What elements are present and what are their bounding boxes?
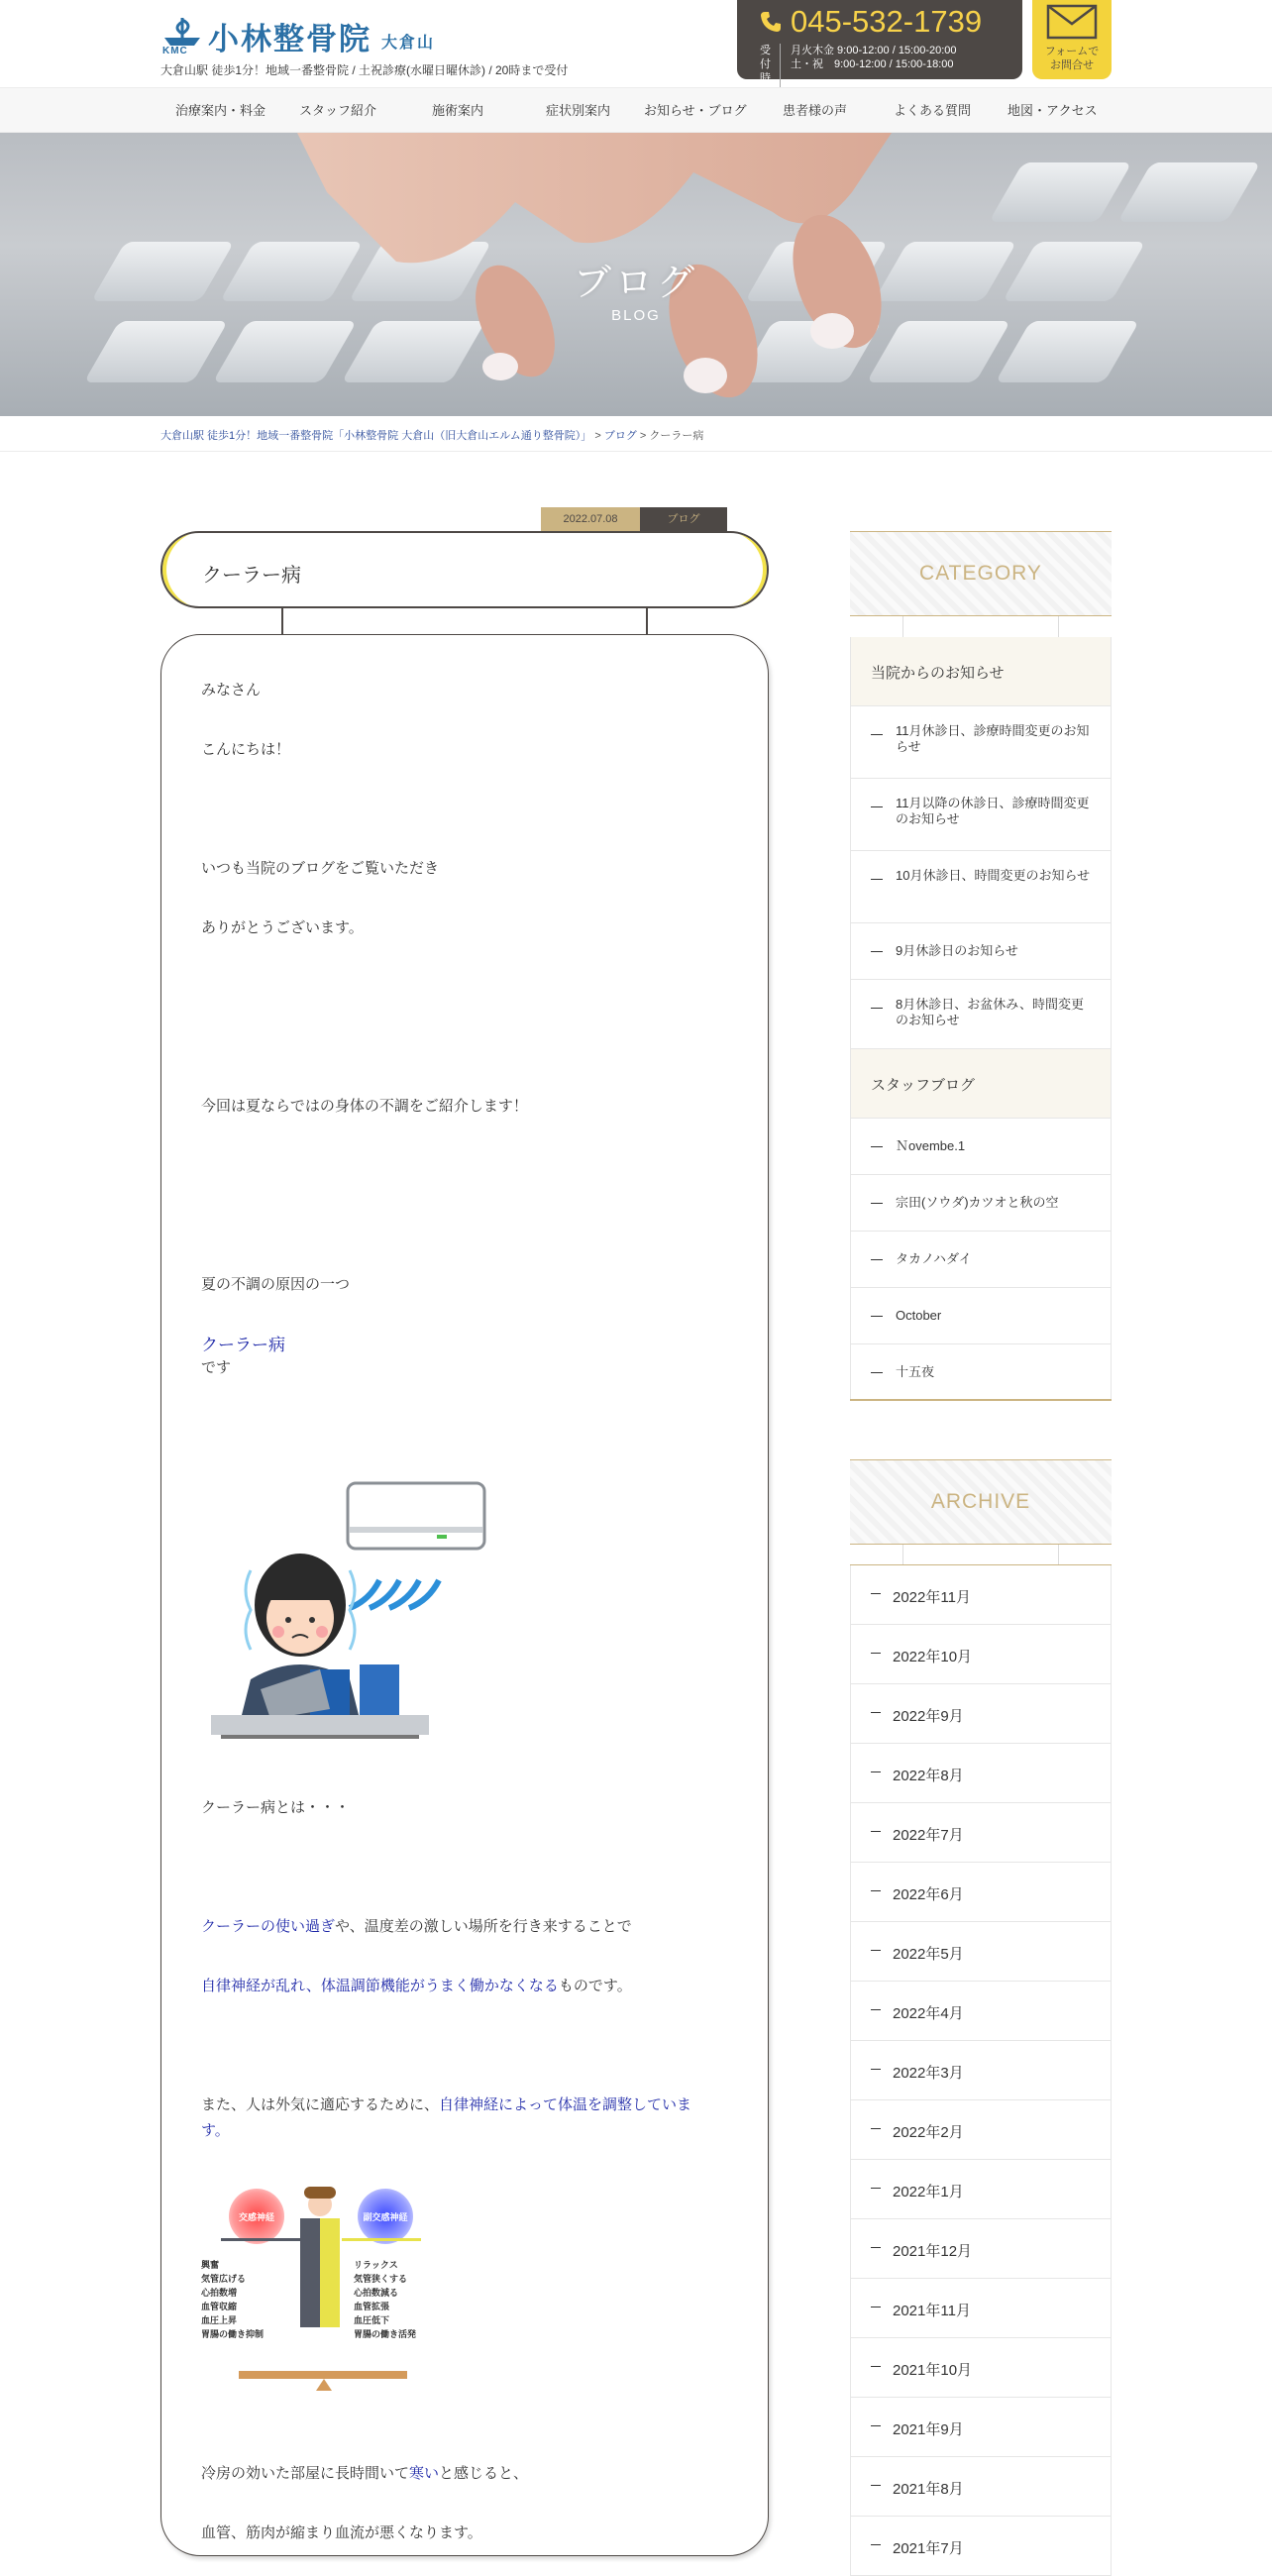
category-heading: CATEGORY	[919, 562, 1042, 585]
archive-link[interactable]	[850, 1565, 1112, 1625]
paragraph: と感じると、	[439, 2465, 529, 2482]
emphasis: 寒い	[409, 2465, 440, 2482]
hours-line-2: 土・祝 9:00-12:00 / 15:00-18:00	[791, 58, 954, 70]
main-nav	[0, 87, 1272, 133]
archive-label: 2021年9月	[893, 2421, 964, 2438]
divider	[850, 1399, 1112, 1401]
archive-link[interactable]	[850, 2517, 1112, 2576]
archive-link[interactable]	[850, 2100, 1112, 2160]
archive-link[interactable]	[850, 2279, 1112, 2338]
post-link-label: 宗田(ソウダ)カツオと秋の空	[896, 1195, 1059, 1210]
nav-item-treatment[interactable]: 治療案内・料金	[175, 103, 266, 118]
phone-number[interactable]: 045-532-1739	[791, 4, 983, 39]
sidebar-post-link[interactable]	[850, 980, 1112, 1049]
archive-label: 2021年8月	[893, 2481, 964, 2498]
sidebar-post-link[interactable]	[850, 1232, 1112, 1288]
archive-link[interactable]	[850, 2219, 1112, 2279]
paragraph: 冷房の効いた部屋に長時間いて	[201, 2465, 410, 2482]
hero-subtitle: BLOG	[611, 307, 661, 324]
archive-label: 2021年7月	[893, 2540, 964, 2557]
category-link-staff-blog[interactable]	[850, 1049, 1112, 1119]
breadcrumb	[0, 416, 1272, 452]
archive-label: 2021年12月	[893, 2243, 973, 2260]
form-label-1: フォームで	[1044, 46, 1100, 57]
ship-icon	[160, 16, 204, 57]
archive-link[interactable]	[850, 1863, 1112, 1922]
nav-item-services[interactable]: 施術案内	[432, 103, 484, 118]
sympathetic-item: 血圧上昇	[201, 2315, 238, 2325]
post-link-label: 10月休診日、時間変更のお知らせ	[896, 868, 1091, 883]
clinic-logo[interactable]	[160, 14, 435, 58]
mail-icon	[1046, 4, 1098, 40]
divider	[646, 608, 648, 634]
category-title: 当院からのお知らせ	[871, 665, 1005, 682]
paragraph: また、人は外気に適応するために、	[201, 2096, 440, 2113]
emphasis: クーラーの使い過ぎ	[201, 1918, 336, 1935]
sympathetic-item: 血管収縮	[201, 2302, 238, 2311]
post-link-label: 11月休診日、診療時間変更のお知らせ	[896, 723, 1090, 754]
breadcrumb-sep: >	[636, 430, 650, 442]
hero-banner	[0, 133, 1272, 416]
nerve-balance-illustration	[201, 2183, 439, 2411]
sidebar-post-link[interactable]	[850, 923, 1112, 980]
post-title-box	[160, 531, 769, 608]
archive-label: 2022年9月	[893, 1708, 964, 1725]
category-link-news[interactable]	[850, 637, 1112, 706]
sidebar-post-link[interactable]	[850, 1344, 1112, 1401]
archive-link[interactable]	[850, 2041, 1112, 2100]
logo-sub: KMC	[162, 45, 188, 56]
person-figure	[294, 2183, 348, 2361]
emphasis: 自律神経によって体温を調整していま	[439, 2096, 692, 2113]
archive-label: 2022年5月	[893, 1946, 964, 1963]
archive-link[interactable]	[850, 1625, 1112, 1684]
archive-link[interactable]	[850, 1803, 1112, 1863]
paragraph: や、温度差の激しい場所を行き来することで	[335, 1918, 632, 1935]
archive-label: 2022年8月	[893, 1768, 964, 1784]
divider	[281, 608, 283, 634]
paragraph: クーラー病とは・・・	[201, 1799, 351, 1816]
post-body	[160, 634, 769, 2556]
archive-link[interactable]	[850, 1744, 1112, 1803]
clinic-place: 大倉山	[381, 33, 436, 52]
category-heading-box	[850, 531, 1112, 616]
sidebar-post-link[interactable]	[850, 779, 1112, 851]
sympathetic-item: 興奮	[201, 2260, 220, 2270]
category-title: スタッフブログ	[871, 1077, 976, 1094]
hours-line-1: 月火木金 9:00-12:00 / 15:00-20:00	[791, 45, 957, 56]
emphasis: 自律神経が乱れ、体温調節機能がうまく働かなくなる	[201, 1978, 559, 1994]
nav-item-access[interactable]: 地図・アクセス	[1007, 103, 1098, 118]
nav-item-voice[interactable]: 患者様の声	[783, 103, 848, 118]
parasympathetic-label: 副交感神経	[363, 2212, 408, 2222]
parasympathetic-item: 胃腸の働き活発	[354, 2329, 417, 2339]
archive-link[interactable]	[850, 2160, 1112, 2219]
sympathetic-label: 交感神経	[238, 2212, 274, 2222]
post-link-label: 8月休診日、お盆休み、時間変更のお知らせ	[896, 997, 1085, 1027]
post-link-label: October	[896, 1308, 942, 1323]
archive-label: 2022年2月	[893, 2124, 964, 2141]
paragraph: です	[201, 1359, 232, 1376]
paragraph: 夏の不調の原因の一つ	[201, 1276, 351, 1293]
sidebar-post-link[interactable]	[850, 1119, 1112, 1175]
heading-rule	[850, 1545, 1112, 1566]
emphasis: す。	[201, 2122, 230, 2139]
archive-label: 2022年7月	[893, 1827, 964, 1844]
paragraph: みなさん	[201, 682, 262, 698]
paragraph: 血管、筋肉が縮まり血流が悪くなります。	[201, 2524, 482, 2541]
post-title: クーラー病	[202, 565, 301, 587]
sympathetic-item: 胃腸の働き抑制	[201, 2329, 265, 2339]
post-link-label: 十五夜	[896, 1364, 935, 1379]
archive-label: 2022年1月	[893, 2184, 964, 2200]
highlight-term: クーラー病	[201, 1336, 285, 1354]
sidebar-post-link[interactable]	[850, 1288, 1112, 1344]
post-date: 2022.07.08	[541, 507, 640, 531]
paragraph: ありがとうございます。	[201, 919, 364, 936]
breadcrumb-sep: >	[591, 430, 604, 442]
archive-link[interactable]	[850, 1684, 1112, 1744]
sidebar-post-link[interactable]	[850, 851, 1112, 923]
sidebar-post-link[interactable]	[850, 706, 1112, 779]
parasympathetic-item: 血管拡張	[354, 2302, 390, 2311]
nav-item-faq[interactable]: よくある質問	[894, 103, 972, 118]
archive-link[interactable]	[850, 1922, 1112, 1982]
parasympathetic-item: 心拍数減る	[354, 2288, 399, 2298]
parasympathetic-item: リラックス	[354, 2260, 398, 2270]
header-tagline: 大倉山駅 徒歩1分！地域一番整骨院 / 土祝診療(水曜日曜休診) / 20時まで受付	[160, 63, 569, 77]
archive-heading-box	[850, 1459, 1112, 1545]
clinic-name: 小林整骨院	[208, 22, 371, 57]
archive-label: 2022年3月	[893, 2065, 964, 2082]
archive-heading: ARCHIVE	[930, 1490, 1031, 1513]
post-link-label: 11月以降の休診日、診療時間変更のお知らせ	[896, 796, 1090, 826]
archive-label: 2021年10月	[893, 2362, 973, 2379]
post-link-label: 9月休診日のお知らせ	[896, 943, 1018, 958]
archive-label: 2021年11月	[893, 2303, 971, 2319]
breadcrumb-blog[interactable]: ブログ	[603, 430, 637, 442]
paragraph: 今回は夏ならではの身体の不調をご紹介します！	[201, 1098, 528, 1115]
phone-box[interactable]	[737, 0, 1022, 84]
post-link-label: Ｎovembe.1	[896, 1138, 966, 1153]
archive-link[interactable]	[850, 1982, 1112, 2041]
archive-link[interactable]	[850, 2338, 1112, 2398]
form-label-2: お問合せ	[1050, 59, 1094, 71]
breadcrumb-current: クーラー病	[649, 430, 704, 442]
hero-title: ブログ	[573, 263, 698, 304]
breadcrumb-home[interactable]: 大倉山駅 徒歩1分！地域一番整骨院「小林整骨院 大倉山（旧大倉山エルム通り整骨院）」	[160, 430, 592, 442]
nav-item-symptoms[interactable]: 症状別案内	[546, 103, 611, 118]
sidebar-post-link[interactable]	[850, 1175, 1112, 1232]
archive-link[interactable]	[850, 2398, 1112, 2457]
parasympathetic-item: 気管狭くする	[354, 2274, 408, 2284]
archive-label: 2022年11月	[893, 1589, 971, 1606]
contact-form-button[interactable]	[1032, 0, 1112, 79]
cold-office-worker-illustration	[201, 1481, 488, 1739]
hours-label: 受付時	[757, 44, 781, 99]
paragraph: ものです。	[558, 1978, 632, 1994]
heading-rule	[850, 616, 1112, 638]
post-link-label: タカノハダイ	[896, 1251, 972, 1266]
parasympathetic-item: 血圧低下	[354, 2315, 390, 2325]
sympathetic-item: 気管広げる	[201, 2274, 247, 2284]
archive-label: 2022年10月	[893, 1649, 973, 1665]
archive-label: 2022年6月	[893, 1886, 964, 1903]
nav-item-staff[interactable]: スタッフ紹介	[299, 103, 377, 118]
archive-link[interactable]	[850, 2457, 1112, 2517]
post-category[interactable]: ブログ	[640, 507, 727, 531]
nav-item-news-blog[interactable]: お知らせ・ブログ	[644, 103, 747, 118]
paragraph: こんにちは！	[201, 741, 291, 758]
site-header	[0, 0, 1272, 87]
phone-icon	[759, 10, 783, 34]
paragraph: いつも当院のブログをご覧いただき	[201, 860, 440, 877]
sympathetic-item: 心拍数増	[201, 2288, 238, 2298]
archive-label: 2022年4月	[893, 2005, 964, 2022]
